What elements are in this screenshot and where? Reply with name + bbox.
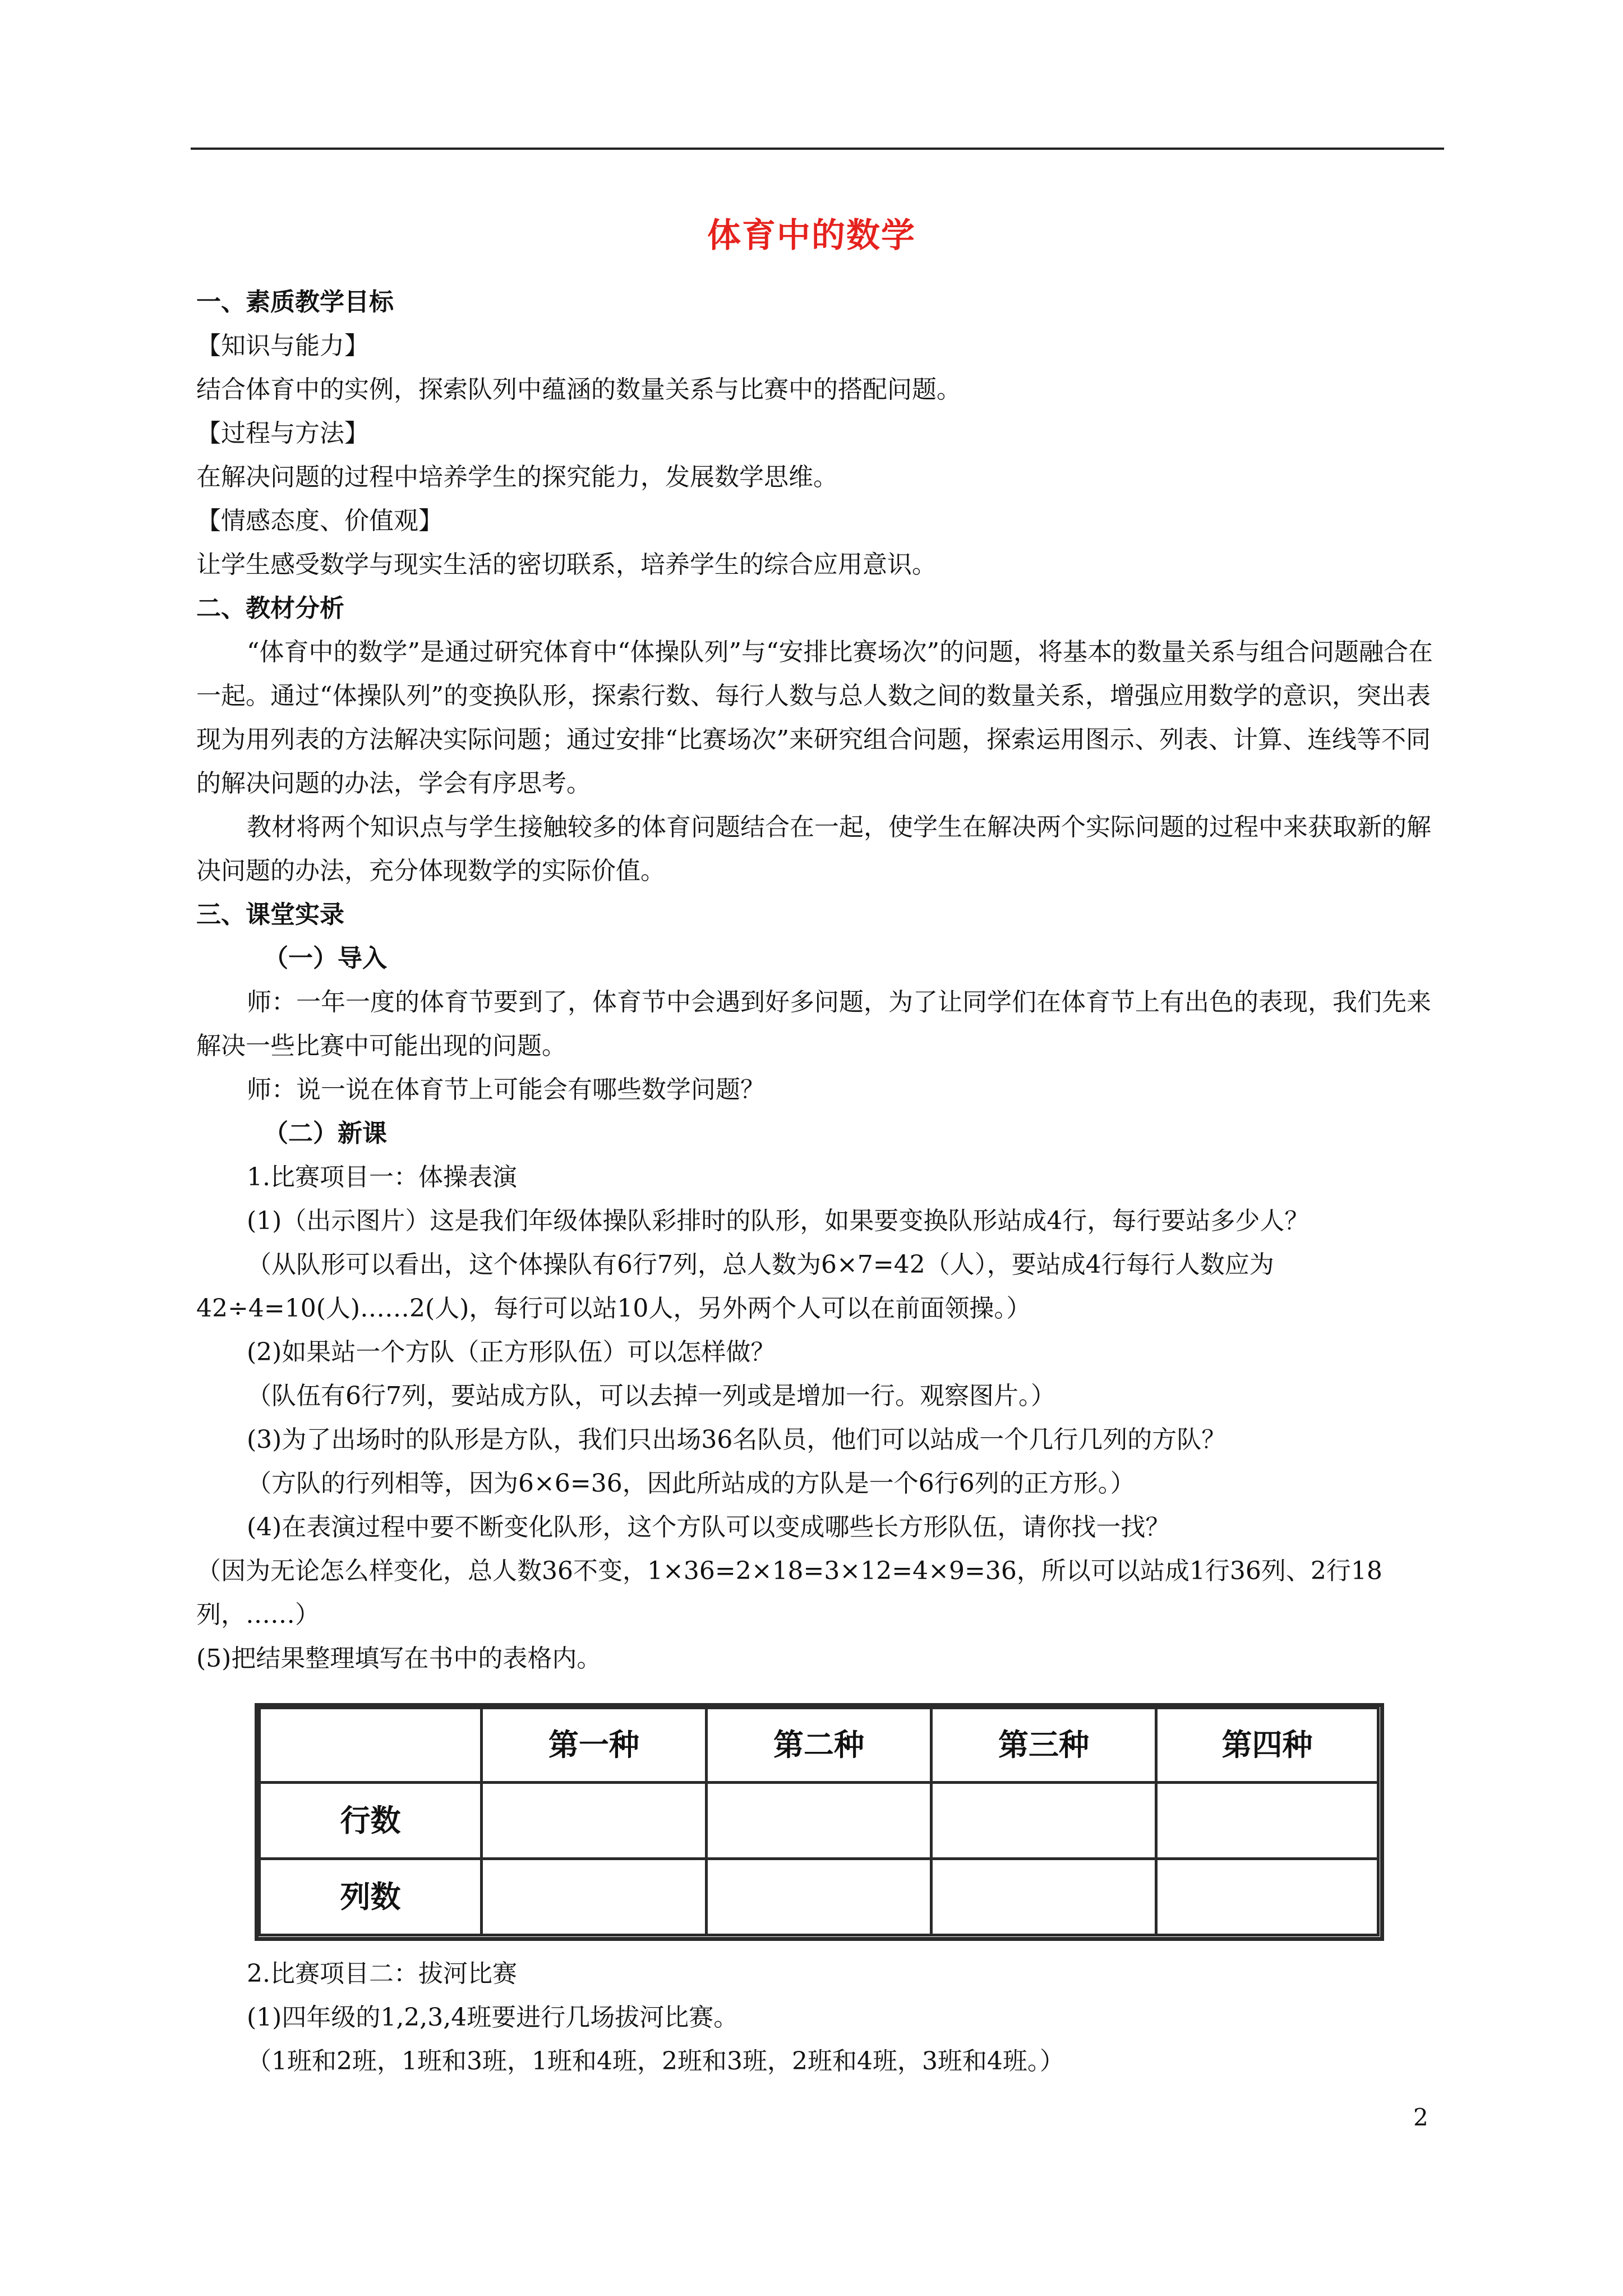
- paragraph: 教材将两个知识点与学生接触较多的体育问题结合在一起，使学生在解决两个实际问题的过程中来获取新的解决问题的办法，充分体现数学的实际价值。: [196, 813, 1431, 885]
- header-rule: [191, 148, 1444, 150]
- answer-table: [258, 1706, 1380, 1936]
- table-row-label: 列数: [260, 1859, 482, 1935]
- paragraph: （从队形可以看出，这个体操队有6行7列，总人数为6×7=42（人），要站成4行每行人数应为42÷4=10(人)……2(人)，每行可以站10人，另外两个人可以在前面领操。）: [196, 1250, 1274, 1323]
- paragraph: 【过程与方法】: [196, 419, 369, 448]
- section-heading: （二）新课: [264, 1119, 387, 1148]
- paragraph: 1.比赛项目一：体操表演: [247, 1163, 517, 1191]
- paragraph: （1班和2班，1班和3班，1班和4班，2班和3班，2班和4班，3班和4班。）: [247, 2047, 1064, 2076]
- table-header-row: [260, 1708, 1378, 1783]
- paragraph: （方队的行列相等，因为6×6=36，因此所站成的方队是一个6行6列的正方形。）: [247, 1469, 1135, 1498]
- page-number: 2: [1413, 2104, 1428, 2131]
- paragraph: 结合体育中的实例，探索队列中蕴涵的数量关系与比赛中的搭配问题。: [196, 375, 961, 404]
- table-cell: [1156, 1859, 1378, 1935]
- paragraph: 【情感态度、价值观】: [196, 507, 443, 535]
- paragraph: (2)如果站一个方队（正方形队伍）可以怎样做？: [247, 1338, 776, 1366]
- table-cell: [932, 1783, 1156, 1859]
- paragraph: 师：说一说在体育节上可能会有哪些数学问题？: [247, 1075, 765, 1104]
- section-heading: 二、教材分析: [196, 594, 344, 623]
- table-header-cell: 第三种: [932, 1708, 1156, 1783]
- paragraph: (5)把结果整理填写在书中的表格内。: [196, 1644, 602, 1673]
- table-cell: [481, 1859, 706, 1935]
- table-row-label: 行数: [260, 1783, 482, 1859]
- table-cell: [481, 1783, 706, 1859]
- section-heading: 一、素质教学目标: [196, 288, 394, 316]
- paragraph: 2.比赛项目二：拔河比赛: [247, 1959, 517, 1988]
- paragraph: (1)（出示图片）这是我们年级体操队彩排时的队形，如果要变换队形站成4行，每行要站多少人？: [247, 1207, 1310, 1235]
- table-cell: [706, 1859, 931, 1935]
- table-row: [260, 1859, 1378, 1935]
- table-header-cell: 第二种: [706, 1708, 931, 1783]
- table-header-cell: [260, 1708, 482, 1783]
- paragraph: 师：一年一度的体育节要到了，体育节中会遇到好多问题，为了让同学们在体育节上有出色的表现，我们先来解决一些比赛中可能出现的问题。: [196, 988, 1431, 1060]
- table-header-cell: 第一种: [481, 1708, 706, 1783]
- paragraph: (4)在表演过程中要不断变化队形，这个方队可以变成哪些长方形队伍，请你找一找？: [247, 1513, 1170, 1542]
- paragraph: (3)为了出场时的队形是方队，我们只出场36名队员，他们可以站成一个几行几列的方队？: [247, 1425, 1227, 1454]
- paragraph: “体育中的数学”是通过研究体育中“体操队列”与“安排比赛场次”的问题，将基本的数量关系与组合问题融合在一起。通过“体操队列”的变换队形，探索行数、每行人数与总人数之间的数量关系，增强应用数学的意识，突出表现为用列表的方法解决实际问题；通过安排“比赛场次”来研究组合问题，探索运用图示、列表、计算、连线等不同的解决问题的办法，学会有序思考。: [196, 638, 1433, 798]
- section-heading: （一）导入: [264, 944, 387, 973]
- document-body: [196, 280, 1444, 2083]
- table-cell: [932, 1859, 1156, 1935]
- paragraph: （队伍有6行7列，要站成方队，可以去掉一列或是增加一行。观察图片。）: [247, 1382, 1055, 1410]
- paragraph: 让学生感受数学与现实生活的密切联系，培养学生的综合应用意识。: [196, 550, 937, 579]
- paragraph-list: [196, 280, 1444, 1681]
- paragraph: （因为无论怎么样变化，总人数36不变，1×36=2×18=3×12=4×9=36，所以可以站成1行36列、2行18列，……）: [196, 1557, 1382, 1629]
- paragraph: 在解决问题的过程中培养学生的探究能力，发展数学思维。: [196, 463, 838, 491]
- table-row: [260, 1783, 1378, 1859]
- paragraph-list-after-table: [196, 1952, 1444, 2083]
- page-title: 体育中的数学: [707, 216, 916, 255]
- paragraph: (1)四年级的1,2,3,4班要进行几场拔河比赛。: [247, 2003, 739, 2032]
- table-cell: [1156, 1783, 1378, 1859]
- answer-table-wrapper: [258, 1706, 1380, 1936]
- table-cell: [706, 1783, 931, 1859]
- table-header-cell: 第四种: [1156, 1708, 1378, 1783]
- section-heading: 三、课堂实录: [196, 900, 344, 929]
- paragraph: 【知识与能力】: [196, 332, 369, 360]
